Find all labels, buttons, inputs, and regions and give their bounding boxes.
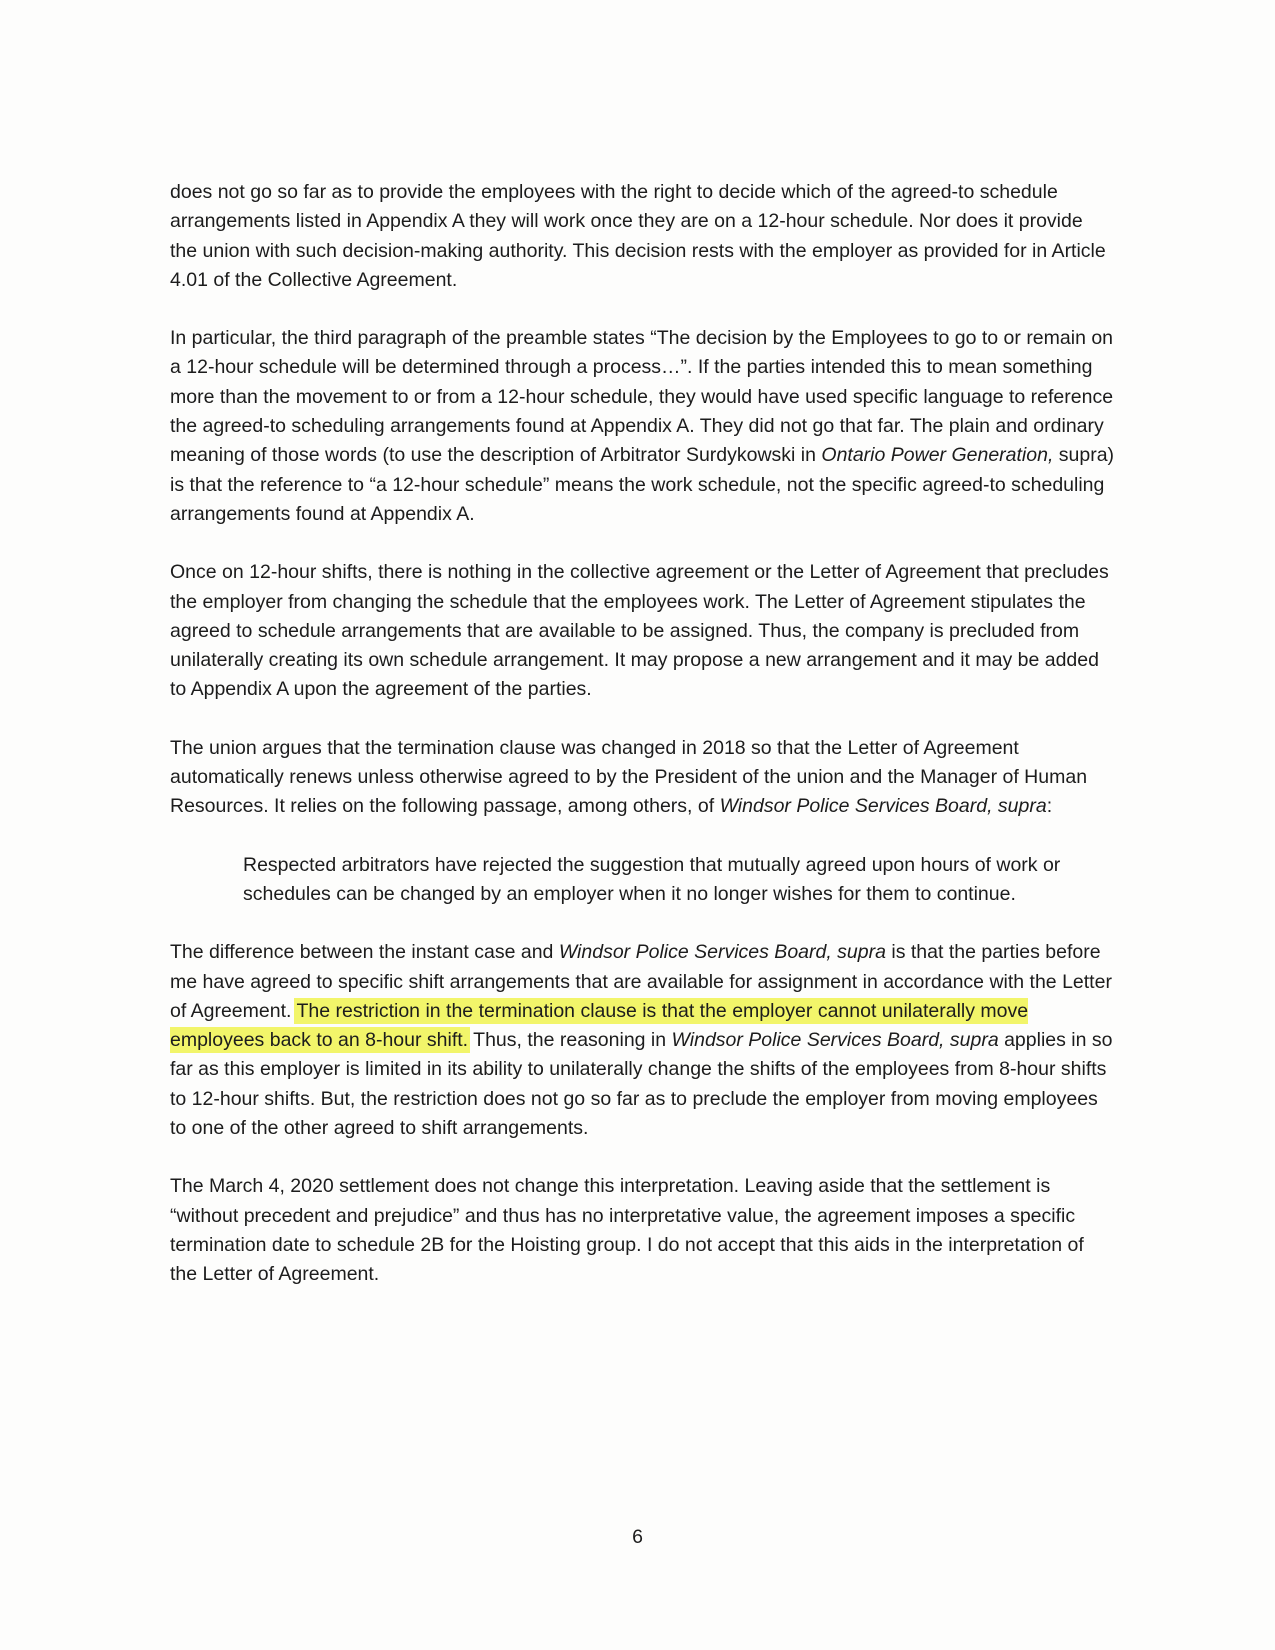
- paragraph-2-text-b: supra) is that the reference to “a 12-hour schedule” means the work schedule, not the specific agreed-to scheduling arrangements found at Appendix A.: [170, 444, 1115, 525]
- paragraph-4: [170, 734, 1115, 822]
- paragraph-4-text-a: The union argues that the termination clause was changed in 2018 so that the Letter of Agreement automatically renews unless otherwise agreed to by the President of the union and the Manager of Human Resources. It relies on the following passage, among others, of: [170, 736, 1088, 818]
- paragraph-5-text-a: The difference between the instant case and: [170, 941, 559, 964]
- case-citation-windsor-2: Windsor Police Services Board, supra: [671, 1029, 999, 1052]
- paragraph-5-text-d: applies in so far as this employer is limited in its ability to unilaterally change the shifts of the employees from 8-hour shifts to 12-hour shifts. But, the restriction does not go so far as to preclude the employer from moving employees to one of the other agreed to shift arrangements.: [170, 1029, 1113, 1140]
- paragraph-2-text-a: In particular, the third paragraph of the preamble states “The decision by the Employees to go to or remain on a 12-hour schedule will be determined through a process…”. If the parties intended this to mean something more than the movement to or from a 12-hour schedule, they would have used specific language to reference the agreed-to scheduling arrangements found at Appendix A. They did not go that far. The plain and ordinary meaning of those words (to use the description of Arbitrator Surdykowski in: [170, 327, 1114, 467]
- paragraph-4-text-b: :: [1046, 795, 1053, 818]
- case-citation-windsor: Windsor Police Services Board, supra: [719, 795, 1047, 818]
- paragraph-5-text-c: Thus, the reasoning in: [468, 1029, 672, 1052]
- page-number: 6: [632, 1526, 643, 1548]
- paragraph-5-text-b: is that the parties before me have agreed to specific shift arrangements that are available for assignment in accordance with the Letter of Agreement.: [170, 941, 1112, 1022]
- case-citation-windsor-1: Windsor Police Services Board, supra: [558, 941, 886, 964]
- block-quote: Respected arbitrators have rejected the suggestion that mutually agreed upon hours of work or schedules can be changed by an employer when it no longer wishes for them to continue.: [243, 853, 1061, 905]
- highlighted-text: The restriction in the termination clause is that the employer cannot unilaterally move employees back to an 8-hour shift.: [170, 999, 1029, 1052]
- paragraph-3: Once on 12-hour shifts, there is nothing in the collective agreement or the Letter of Agreement that precludes the employer from changing the schedule that the employees work. The Letter of Agreement stipulates the agreed to schedule arrangements that are available to be assigned. Thus, the company is precluded from unilaterally creating its own schedule arrangement. It may propose a new arrangement and it may be added to Appendix A upon the agreement of the parties.: [170, 561, 1109, 701]
- paragraph-1: does not go so far as to provide the employees with the right to decide which of the agreed-to schedule arrangements listed in Appendix A they will work once they are on a 12-hour schedule. Nor does it provide the union with such decision-making authority. This decision rests with the employer as provided for in Article 4.01 of the Collective Agreement.: [170, 181, 1106, 291]
- paragraph-5: [170, 938, 1115, 1143]
- paragraph-2: [170, 324, 1115, 529]
- document-body: [170, 178, 1115, 1319]
- paragraph-6: The March 4, 2020 settlement does not change this interpretation. Leaving aside that the settlement is “without precedent and prejudice” and thus has no interpretative value, the agreement imposes a specific termination date to schedule 2B for the Hoisting group. I do not accept that this aids in the interpretation of the Letter of Agreement.: [170, 1175, 1084, 1286]
- case-citation-ontario-power: Ontario Power Generation,: [821, 444, 1054, 467]
